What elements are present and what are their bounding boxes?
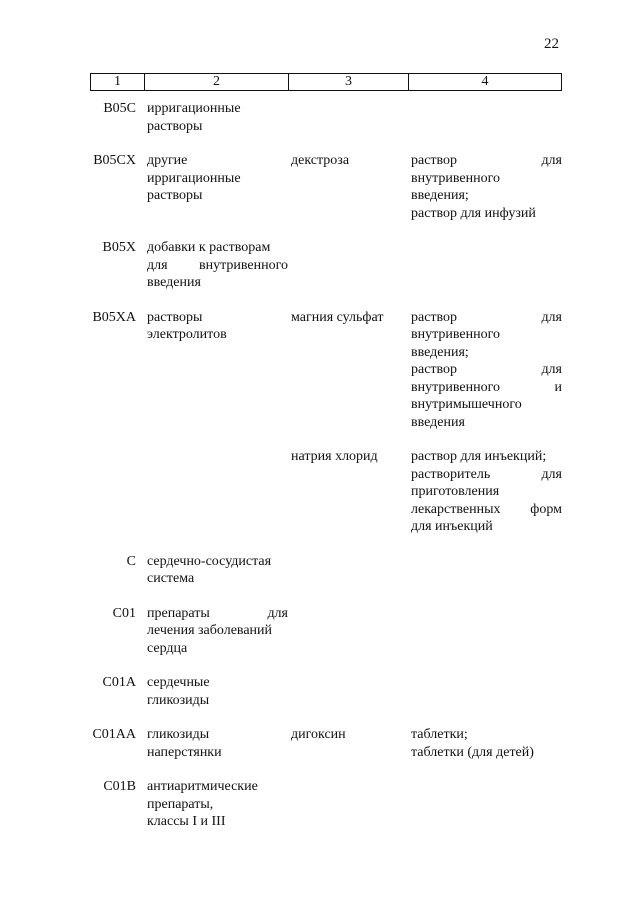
name-line: препараты, [147, 796, 214, 812]
form-line [411, 466, 562, 484]
header-col-1: 1 [90, 74, 144, 90]
form-line: для инъекций [411, 519, 493, 534]
form-line: введения [411, 414, 465, 430]
name-line: наперстянки [147, 744, 222, 760]
header-col-3: 3 [288, 74, 408, 90]
name-line: растворы [147, 118, 203, 134]
name-line: гликозиды [147, 692, 210, 708]
dosage-forms [408, 309, 562, 432]
name-line: другие [147, 153, 188, 168]
table-row [90, 448, 562, 536]
drug-name [288, 553, 408, 588]
header-col-2: 2 [144, 74, 288, 90]
form-word: растворитель [411, 466, 491, 482]
atc-code: C01A [102, 675, 136, 690]
name-line: сердечно-сосудистая [147, 553, 272, 569]
form-word: внутривенного [411, 379, 501, 395]
drug-name: дигоксин [291, 727, 346, 742]
dosage-forms [408, 605, 562, 658]
form-word: для [541, 309, 562, 325]
atc-name [144, 674, 288, 709]
table-row [90, 605, 562, 658]
atc-code: C01 [112, 605, 136, 621]
name-line: ирригационные [147, 170, 241, 186]
dosage-forms [408, 778, 562, 831]
name-line: сердечные [147, 675, 210, 690]
drug-name [288, 239, 408, 292]
form-line [411, 379, 562, 397]
name-line: система [147, 571, 195, 586]
name-line: электролитов [147, 327, 227, 342]
form-line [411, 309, 562, 327]
form-word: раствор [411, 309, 458, 325]
name-word: для [147, 257, 168, 273]
drug-name: магния сульфат [291, 309, 384, 325]
form-line [411, 152, 562, 170]
form-line: введения; [411, 344, 469, 360]
atc-code: C [126, 553, 136, 569]
atc-name [144, 553, 288, 588]
form-word: для [541, 466, 562, 482]
atc-code [90, 448, 144, 536]
dosage-forms [408, 100, 562, 135]
table-row [90, 674, 562, 709]
name-line: гликозиды [147, 727, 210, 742]
name-line: растворы [147, 309, 203, 325]
dosage-forms [408, 674, 562, 709]
drug-name [288, 100, 408, 135]
form-line: внутривенного [411, 327, 501, 342]
name-line: лечения заболеваний [147, 623, 273, 638]
dosage-forms [408, 239, 562, 292]
name-line: растворы [147, 188, 203, 203]
drug-name [288, 778, 408, 831]
atc-code: B05CX [93, 153, 136, 168]
table-body [90, 100, 562, 848]
drug-name [288, 605, 408, 658]
name-line: антиаритмические [147, 779, 258, 794]
form-line [411, 501, 562, 519]
atc-name [144, 778, 288, 831]
name-word: препараты [147, 605, 210, 621]
drug-name: декстроза [291, 153, 350, 168]
form-word: лекарственных [411, 501, 501, 517]
form-line: приготовления [411, 484, 500, 499]
atc-code: C01AA [92, 727, 136, 742]
drug-name: натрия хлорид [291, 449, 378, 464]
atc-code: C01B [103, 779, 136, 794]
form-word: раствор [411, 362, 458, 377]
form-line: таблетки (для детей) [411, 744, 534, 760]
table-header [90, 73, 562, 91]
form-word: для [541, 153, 562, 168]
name-line [147, 605, 288, 623]
atc-name [144, 239, 288, 292]
form-line: раствор для инъекций; [411, 449, 547, 464]
table-row [90, 239, 562, 292]
table-row [90, 726, 562, 761]
name-word: для [267, 605, 288, 621]
dosage-forms [408, 553, 562, 588]
name-line: добавки к растворам [147, 240, 271, 255]
atc-code: B05XA [92, 309, 136, 325]
name-line: сердца [147, 640, 188, 656]
name-line: ирригационные [147, 101, 241, 116]
table-row [90, 553, 562, 588]
name-line: введения [147, 275, 201, 290]
form-line [411, 361, 562, 379]
form-word: раствор [411, 153, 458, 168]
atc-name [144, 152, 288, 222]
dosage-forms [408, 152, 562, 222]
form-line: таблетки; [411, 727, 468, 742]
atc-name [144, 605, 288, 658]
form-word: и [554, 379, 562, 395]
table-row [90, 152, 562, 222]
form-word: для [541, 362, 562, 377]
table-row [90, 100, 562, 135]
form-word: форм [530, 501, 562, 517]
table-row [90, 778, 562, 831]
dosage-forms [408, 726, 562, 761]
atc-code: B05X [102, 240, 136, 255]
atc-name [144, 448, 288, 536]
page-number: 22 [544, 36, 559, 52]
dosage-forms [408, 448, 562, 536]
name-line: классы I и III [147, 814, 226, 829]
form-line: введения; [411, 188, 469, 203]
atc-name [144, 100, 288, 135]
table-row [90, 309, 562, 432]
header-col-4: 4 [408, 74, 562, 90]
atc-name [144, 726, 288, 761]
form-line: внутримышечного [411, 397, 522, 412]
atc-name [144, 309, 288, 432]
atc-code: B05C [103, 101, 136, 116]
drug-name [288, 674, 408, 709]
form-line: раствор для инфузий [411, 205, 536, 221]
name-line [147, 257, 288, 275]
name-word: внутривенного [198, 257, 288, 273]
form-line: внутривенного [411, 170, 501, 186]
